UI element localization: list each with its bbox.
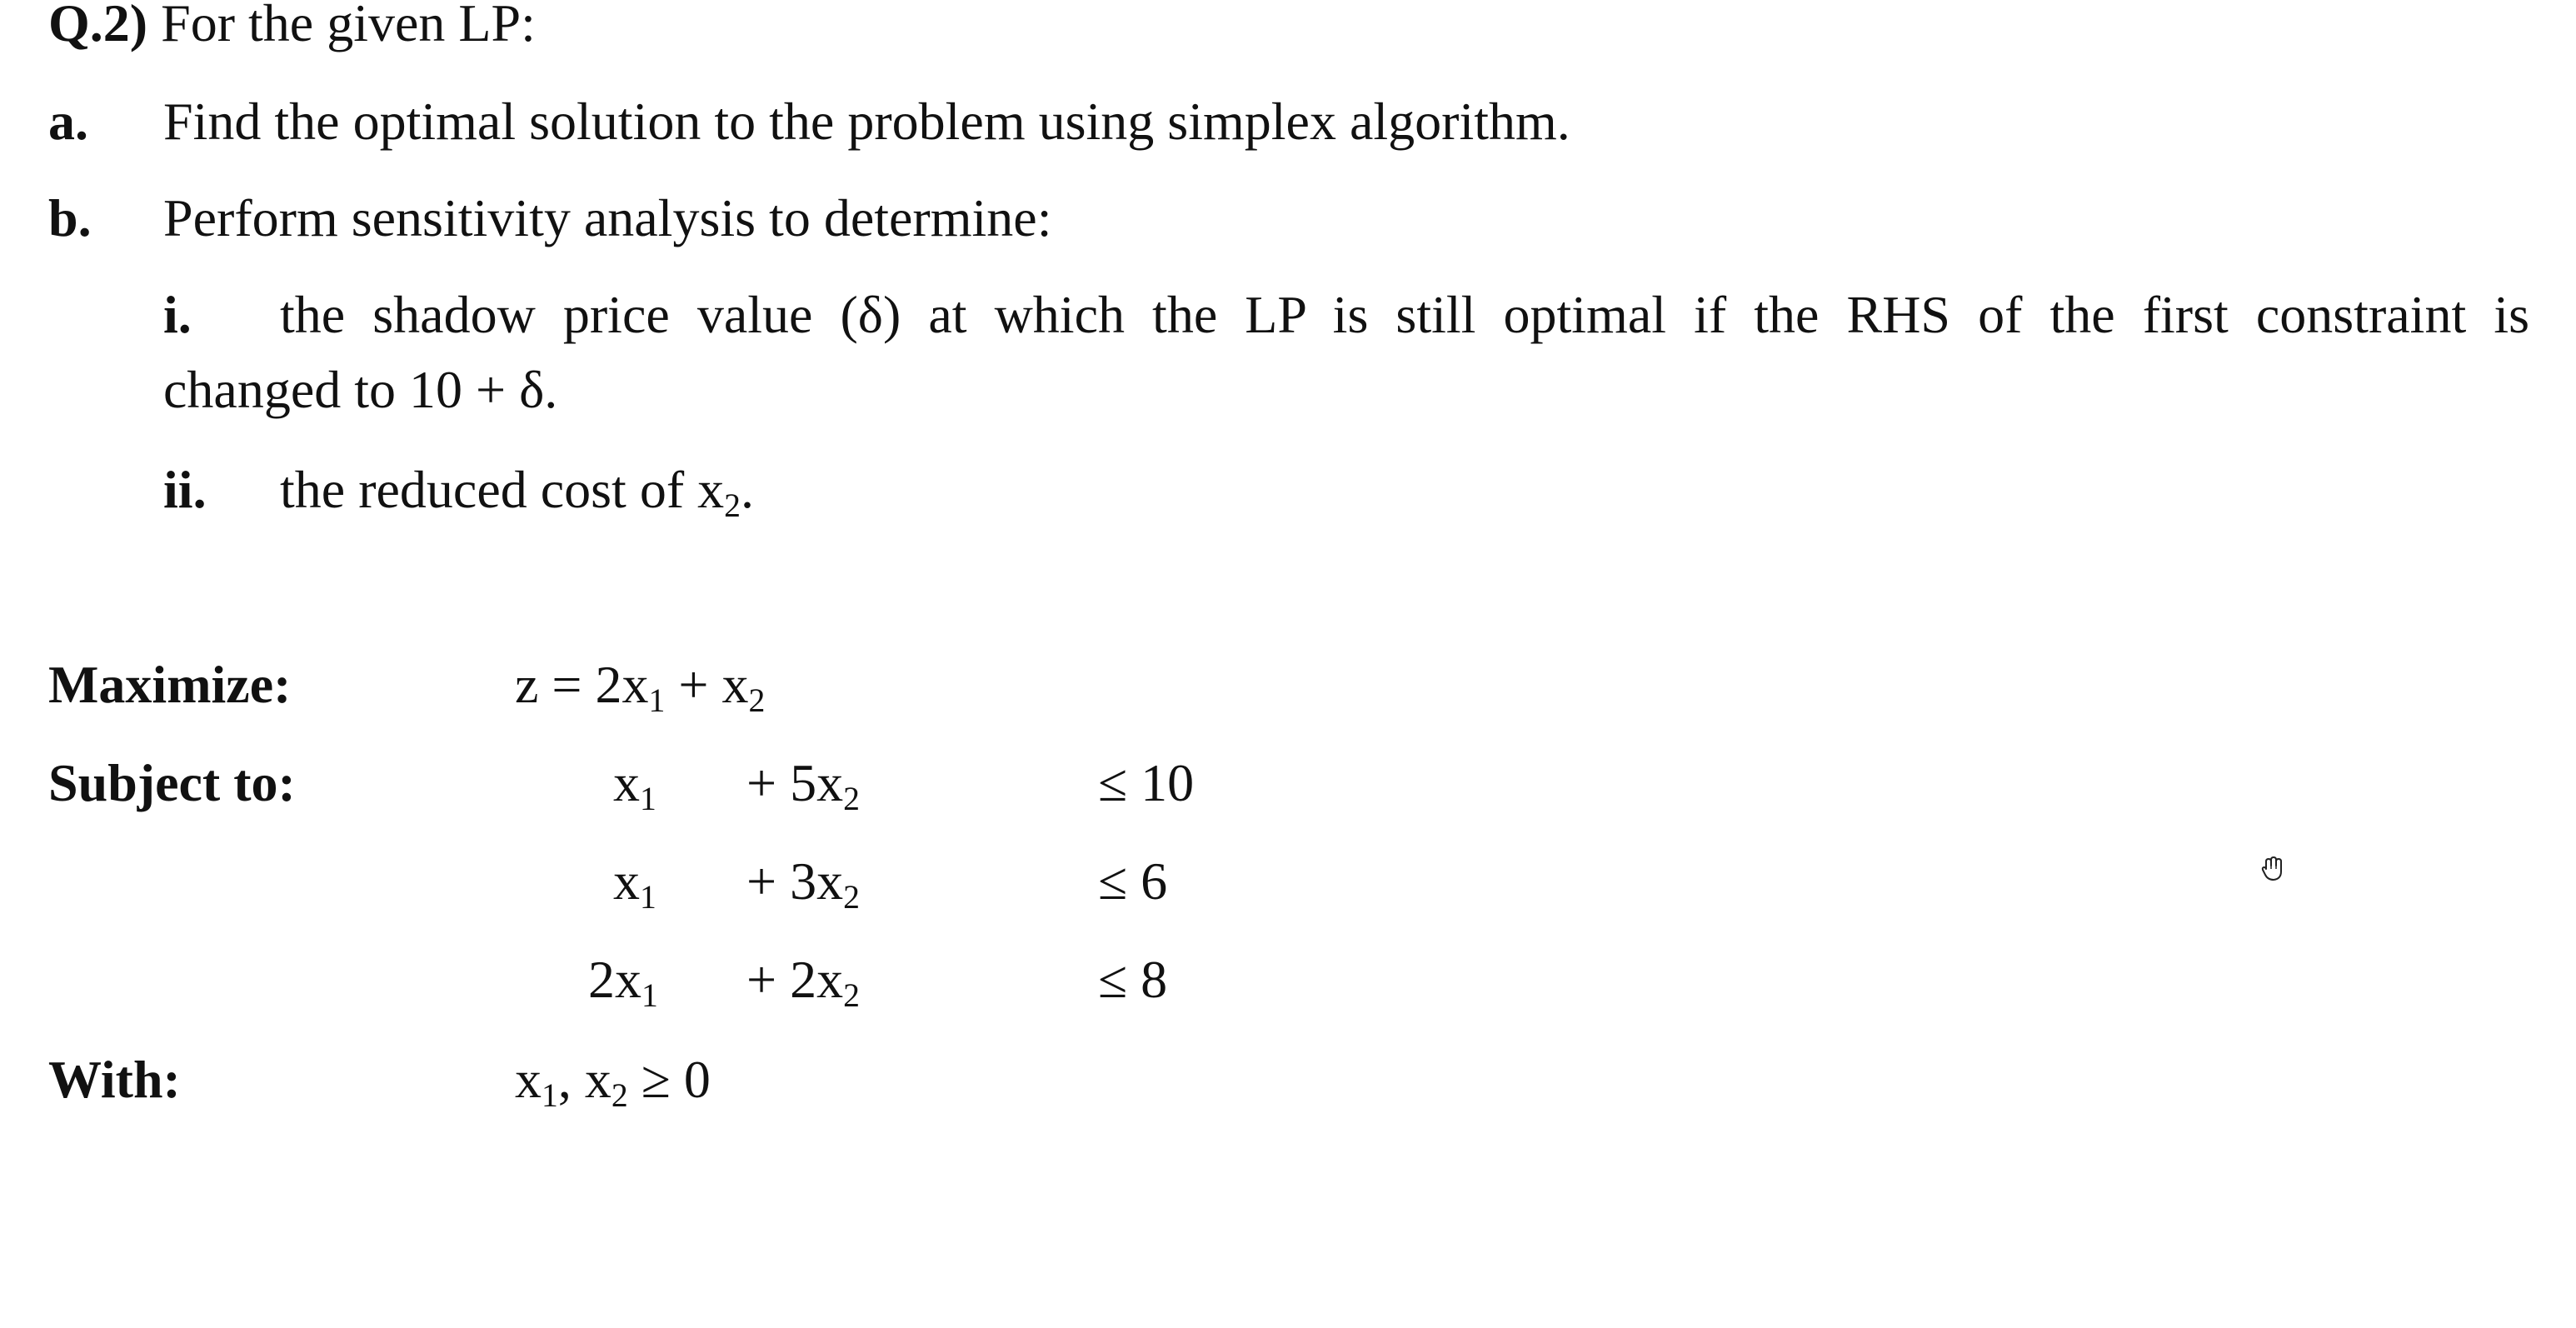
objective-sub2: 2 xyxy=(748,682,766,720)
part-b-marker: b. xyxy=(48,188,92,247)
constraint-1-term1 xyxy=(613,753,656,818)
constraint-2-term1-coef: x xyxy=(613,851,640,911)
nonneg-sub1: 1 xyxy=(542,1077,558,1115)
hand-cursor-icon xyxy=(2259,855,2288,883)
constraint-1-term2-sub: 2 xyxy=(843,781,860,818)
sub-item-ii-suffix: . xyxy=(740,460,754,519)
question-heading xyxy=(48,0,536,50)
constraint-3-term2 xyxy=(746,950,860,1015)
sub-item-ii-subscript: 2 xyxy=(724,487,741,525)
constraint-1-term2 xyxy=(746,753,860,818)
sub-item-i-line1: the shadow price value (δ) at which the LP is still optimal if the RHS of the first constraint is xyxy=(280,285,2529,344)
constraint-2-term1-sub: 1 xyxy=(640,879,656,916)
constraint-3-term2-coef: + 2x xyxy=(746,950,844,1009)
constraint-3-term1-coef: 2x xyxy=(588,950,642,1009)
constraint-2-rhs: ≤ 6 xyxy=(1098,851,1168,911)
constraint-1-term1-coef: x xyxy=(613,753,640,812)
objective-label: Maximize: xyxy=(48,655,292,714)
sub-item-ii-marker: ii. xyxy=(163,460,207,519)
constraint-1-rhs: ≤ 10 xyxy=(1098,753,1195,812)
constraint-3-term1 xyxy=(588,950,658,1015)
part-b-text: Perform sensitivity analysis to determine: xyxy=(163,188,1052,247)
objective-mid: + x xyxy=(665,655,749,714)
constraint-1-term2-coef: + 5x xyxy=(746,753,844,812)
constraint-3-term1-sub: 1 xyxy=(642,977,658,1015)
sub-item-i-marker: i. xyxy=(163,285,192,344)
with-label: With: xyxy=(48,1050,181,1109)
part-a-marker: a. xyxy=(48,92,88,151)
sub-item-i-line2: changed to 10 + δ. xyxy=(163,360,558,419)
constraint-2-term2-coef: + 3x xyxy=(746,851,844,911)
nonneg-part2: , x xyxy=(557,1050,612,1109)
nonnegativity-constraint xyxy=(515,1050,711,1115)
sub-item-ii-text xyxy=(280,460,754,525)
part-a-text: Find the optimal solution to the problem using simplex algorithm. xyxy=(163,92,1570,151)
nonneg-part1: x xyxy=(515,1050,542,1109)
constraints-label: Subject to: xyxy=(48,753,296,812)
constraint-1-term1-sub: 1 xyxy=(640,781,656,818)
nonneg-part3: ≥ 0 xyxy=(627,1050,711,1109)
constraint-2-term1 xyxy=(613,851,656,916)
question-number: Q.2) xyxy=(48,0,148,52)
objective-function xyxy=(515,655,766,720)
nonneg-sub2: 2 xyxy=(611,1077,628,1115)
constraint-3-rhs: ≤ 8 xyxy=(1098,950,1168,1009)
constraint-2-term2-sub: 2 xyxy=(843,879,860,916)
constraint-2-term2 xyxy=(746,851,860,916)
question-title: For the given LP: xyxy=(161,0,536,52)
constraint-3-term2-sub: 2 xyxy=(843,977,860,1015)
sub-item-ii-prefix: the reduced cost of x xyxy=(280,460,725,519)
objective-sub1: 1 xyxy=(648,682,666,720)
objective-lhs: z = 2x xyxy=(515,655,649,714)
